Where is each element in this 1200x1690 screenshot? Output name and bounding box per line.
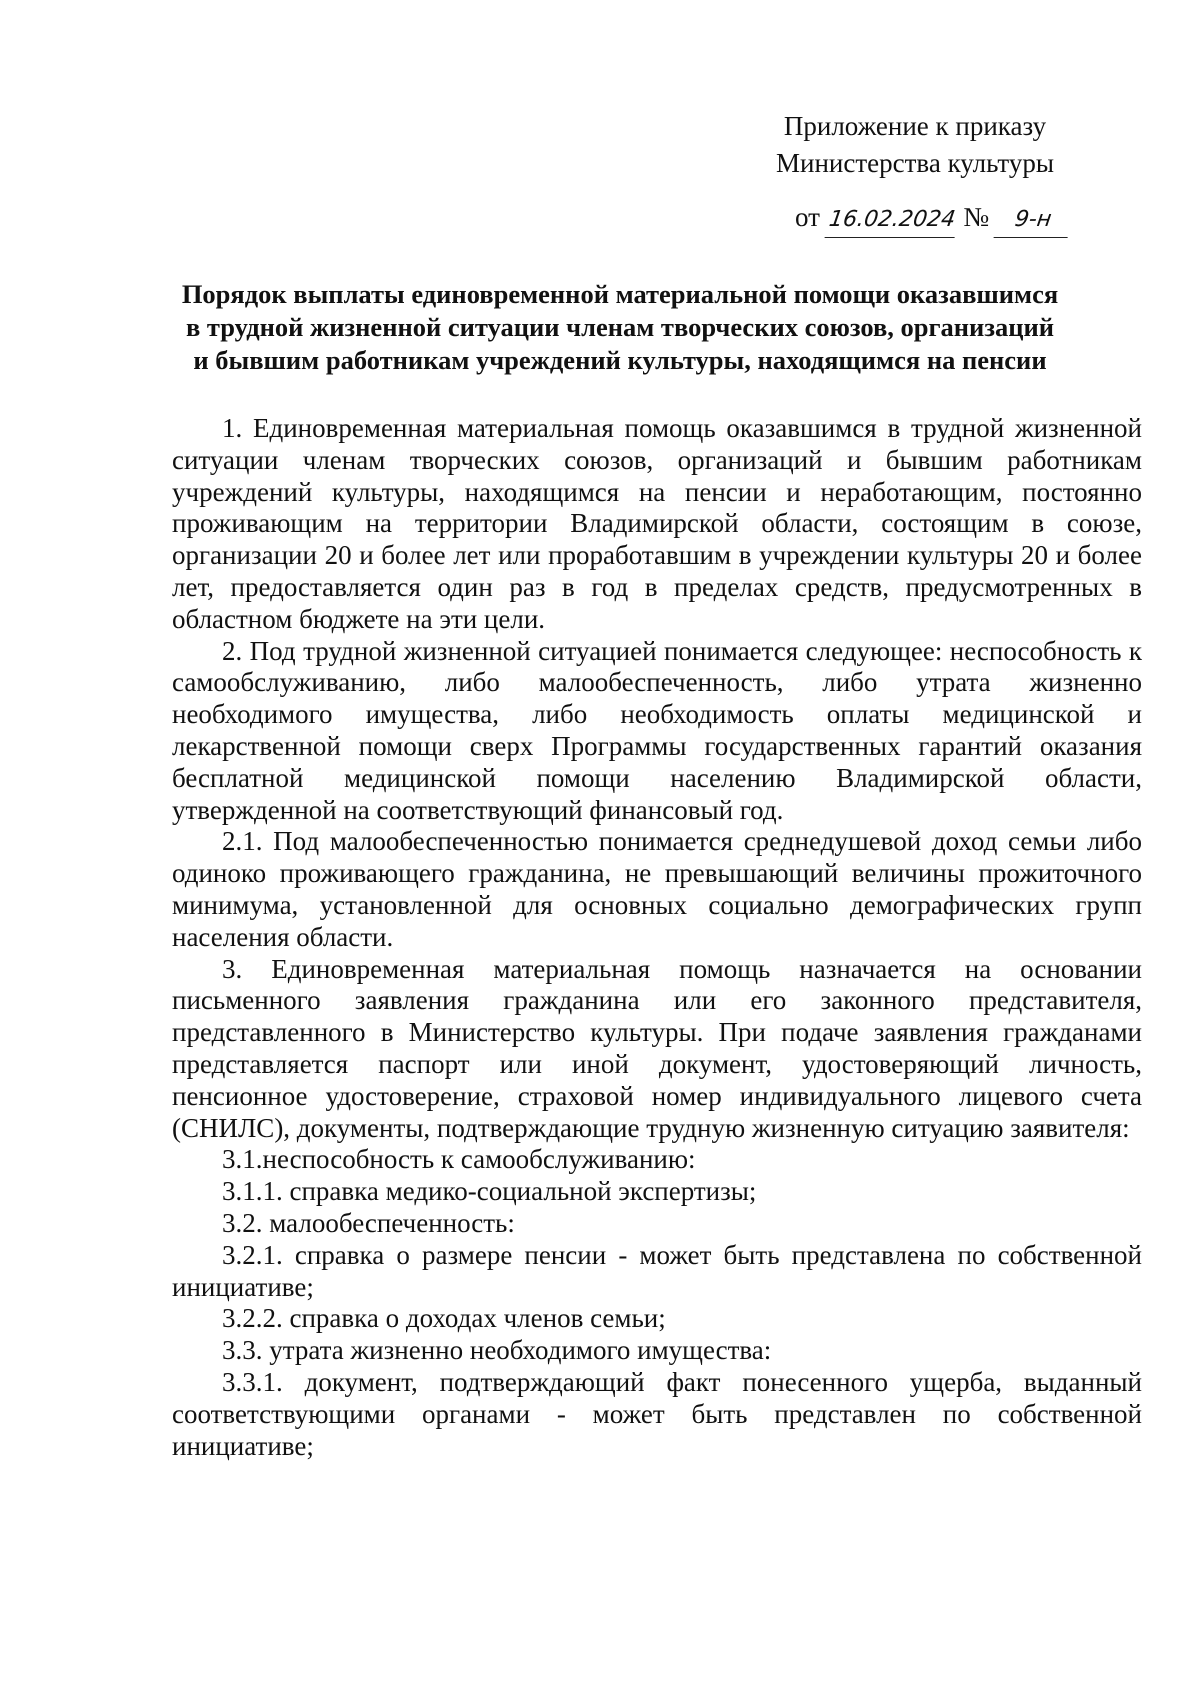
title-line-3: и бывшим работникам учреждений культуры, находящимся на пенсии [193,345,1047,375]
order-number-label: № [963,202,990,232]
paragraph-3-1-1: 3.1.1. справка медико-социальной экспертизы; [222,1176,757,1207]
appendix-line-2: Министерства культуры [776,148,1054,178]
paragraph-3-2-1: 3.2.1. справка о размере пенсии - может быть представлена по собственной инициативе; [172,1239,1142,1302]
title-line-1: Порядок выплаты единовременной материальной помощи оказавшимся [181,279,1059,309]
paragraph-2-1: 2.1. Под малообеспеченностью понимается среднедушевой доход семьи либо одиноко проживающего гражданина, не превышающий величины прожиточного минимума, установленной для основных социально демографических групп населения области. [172,826,1142,952]
paragraph-3-3: 3.3. утрата жизненно необходимого имущества: [222,1335,772,1366]
title-line-2: в трудной жизненной ситуации членам творческих союзов, организаций [185,312,1055,342]
document-title [150,278,1090,377]
order-date-handwritten: 16.02.2024 [824,203,959,238]
order-number-handwritten: 9-н [993,203,1072,238]
paragraph-3-2: 3.2. малообеспеченность: [222,1207,515,1238]
appendix-line-1: Приложение к приказу [783,111,1047,141]
order-reference [795,200,1125,238]
order-prefix: от [795,202,820,232]
paragraph-2: 2. Под трудной жизненной ситуацией понимается следующее: неспособность к самообслуживанию, либо малообеспеченность, либо утрата жизненно необходимого имущества, либо необходимость оплаты медицинской и лекарственной помощи сверх Программы государственных гарантий оказания бесплатной медицинской помощи населению Владимирской области, утвержденной на соответствующий финансовый год. [172,635,1142,825]
document-body [172,413,1142,1462]
paragraph-3: 3. Единовременная материальная помощь назначается на основании письменного заявления гражданина или его законного представителя, представленного в Министерство культуры. При подаче заявления гражданами представляется паспорт или иной документ, удостоверяющий личность, пенсионное удостоверение, страховой номер индивидуального лицевого счета (СНИЛС), документы, подтверждающие трудную жизненную ситуацию заявителя: [172,953,1142,1143]
paragraph-3-3-1: 3.3.1. документ, подтверждающий факт понесенного ущерба, выданный соответствующими органами - может быть представлен по собственной инициативе; [172,1366,1142,1461]
appendix-header [700,108,1130,182]
paragraph-3-1: 3.1.неспособность к самообслуживанию: [222,1144,696,1175]
paragraph-3-2-2: 3.2.2. справка о доходах членов семьи; [222,1303,666,1334]
paragraph-1: 1. Единовременная материальная помощь оказавшимся в трудной жизненной ситуации членам творческих союзов, организаций и бывшим работникам учреждений культуры, находящимся на пенсии и неработающим, постоянно проживающим на территории Владимирской области, состоящим в союзе, организации 20 и более лет или проработавшим в учреждении культуры 20 и более лет, предоставляется один раз в год в пределах средств, предусмотренных в областном бюджете на эти цели. [172,413,1142,634]
